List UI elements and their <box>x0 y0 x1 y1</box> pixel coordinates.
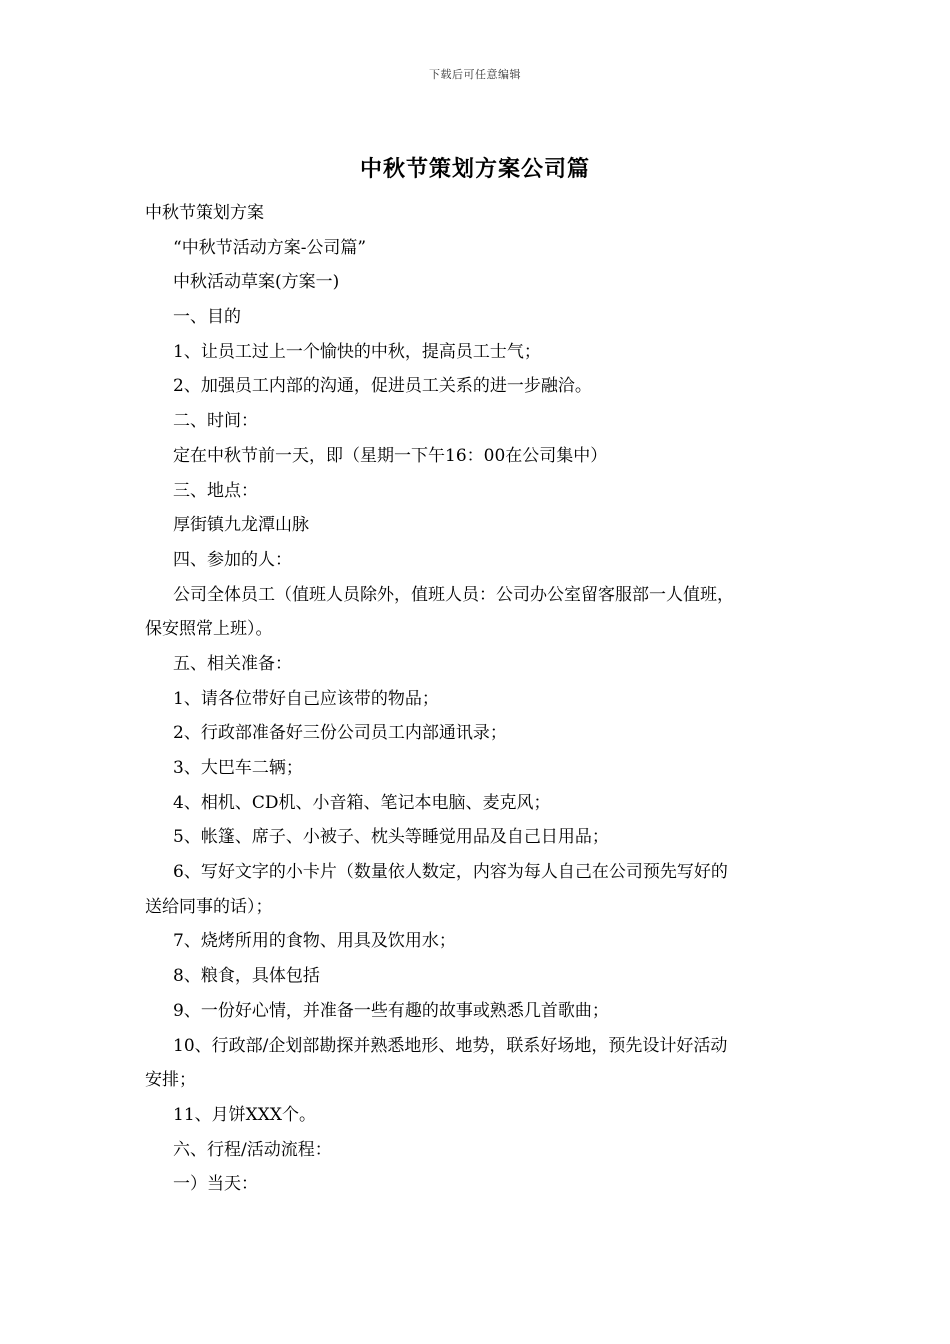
body-line: 5、帐篷、席子、小被子、枕头等睡觉用品及自己日用品； <box>173 827 609 848</box>
body-line: 10、行政部/企划部勘探并熟悉地形、地势，联系好场地，预先设计好活动 <box>173 1035 728 1056</box>
body-line: 六、行程/活动流程： <box>173 1139 332 1160</box>
body-line: 2、行政部准备好三份公司员工内部通讯录； <box>173 723 507 744</box>
body-line: 五、相关准备： <box>173 653 292 674</box>
body-line: 保安照常上班）。 <box>145 619 273 640</box>
body-line: 1、让员工过上一个愉快的中秋，提高员工士气； <box>173 341 541 362</box>
header-note: 下载后可任意编辑 <box>429 68 521 81</box>
document-body <box>145 196 810 1202</box>
body-line: 二、时间： <box>173 411 258 432</box>
body-line: 厚街镇九龙潭山脉 <box>173 515 309 536</box>
body-line: 一、目的 <box>173 307 241 328</box>
body-line: 公司全体员工（值班人员除外，值班人员：公司办公室留客服部一人值班， <box>173 584 734 605</box>
body-line: 定在中秋节前一天，即（星期一下午16：00在公司集中） <box>173 445 608 466</box>
document-title: 中秋节策划方案公司篇 <box>359 156 590 182</box>
body-line: 四、参加的人： <box>173 549 292 570</box>
body-line: 一）当天： <box>173 1174 258 1195</box>
body-line: 送给同事的话）； <box>145 896 273 917</box>
body-line: 7、烧烤所用的食物、用具及饮用水； <box>173 931 456 952</box>
body-line: 中秋节策划方案 <box>145 203 264 223</box>
body-line: 3、大巴车二辆； <box>173 758 303 778</box>
body-line: 8、粮食，具体包括 <box>173 966 320 987</box>
body-line: 4、相机、CD机、小音箱、笔记本电脑、麦克风； <box>173 792 551 813</box>
body-line: 11、月饼XXX个。 <box>173 1104 316 1125</box>
body-line: 中秋活动草案(方案一) <box>173 272 340 293</box>
body-line: 三、地点： <box>173 480 258 501</box>
body-line: 1、请各位带好自己应该带的物品； <box>173 688 439 709</box>
body-line: 2、加强员工内部的沟通，促进员工关系的进一步融洽。 <box>173 376 592 397</box>
body-line: 9、一份好心情，并准备一些有趣的故事或熟悉几首歌曲； <box>173 1000 609 1021</box>
body-line: 安排； <box>145 1070 196 1091</box>
body-line: “中秋节活动方案-公司篇” <box>173 237 367 258</box>
body-line: 6、写好文字的小卡片（数量依人数定，内容为每人自己在公司预先写好的 <box>173 862 728 883</box>
